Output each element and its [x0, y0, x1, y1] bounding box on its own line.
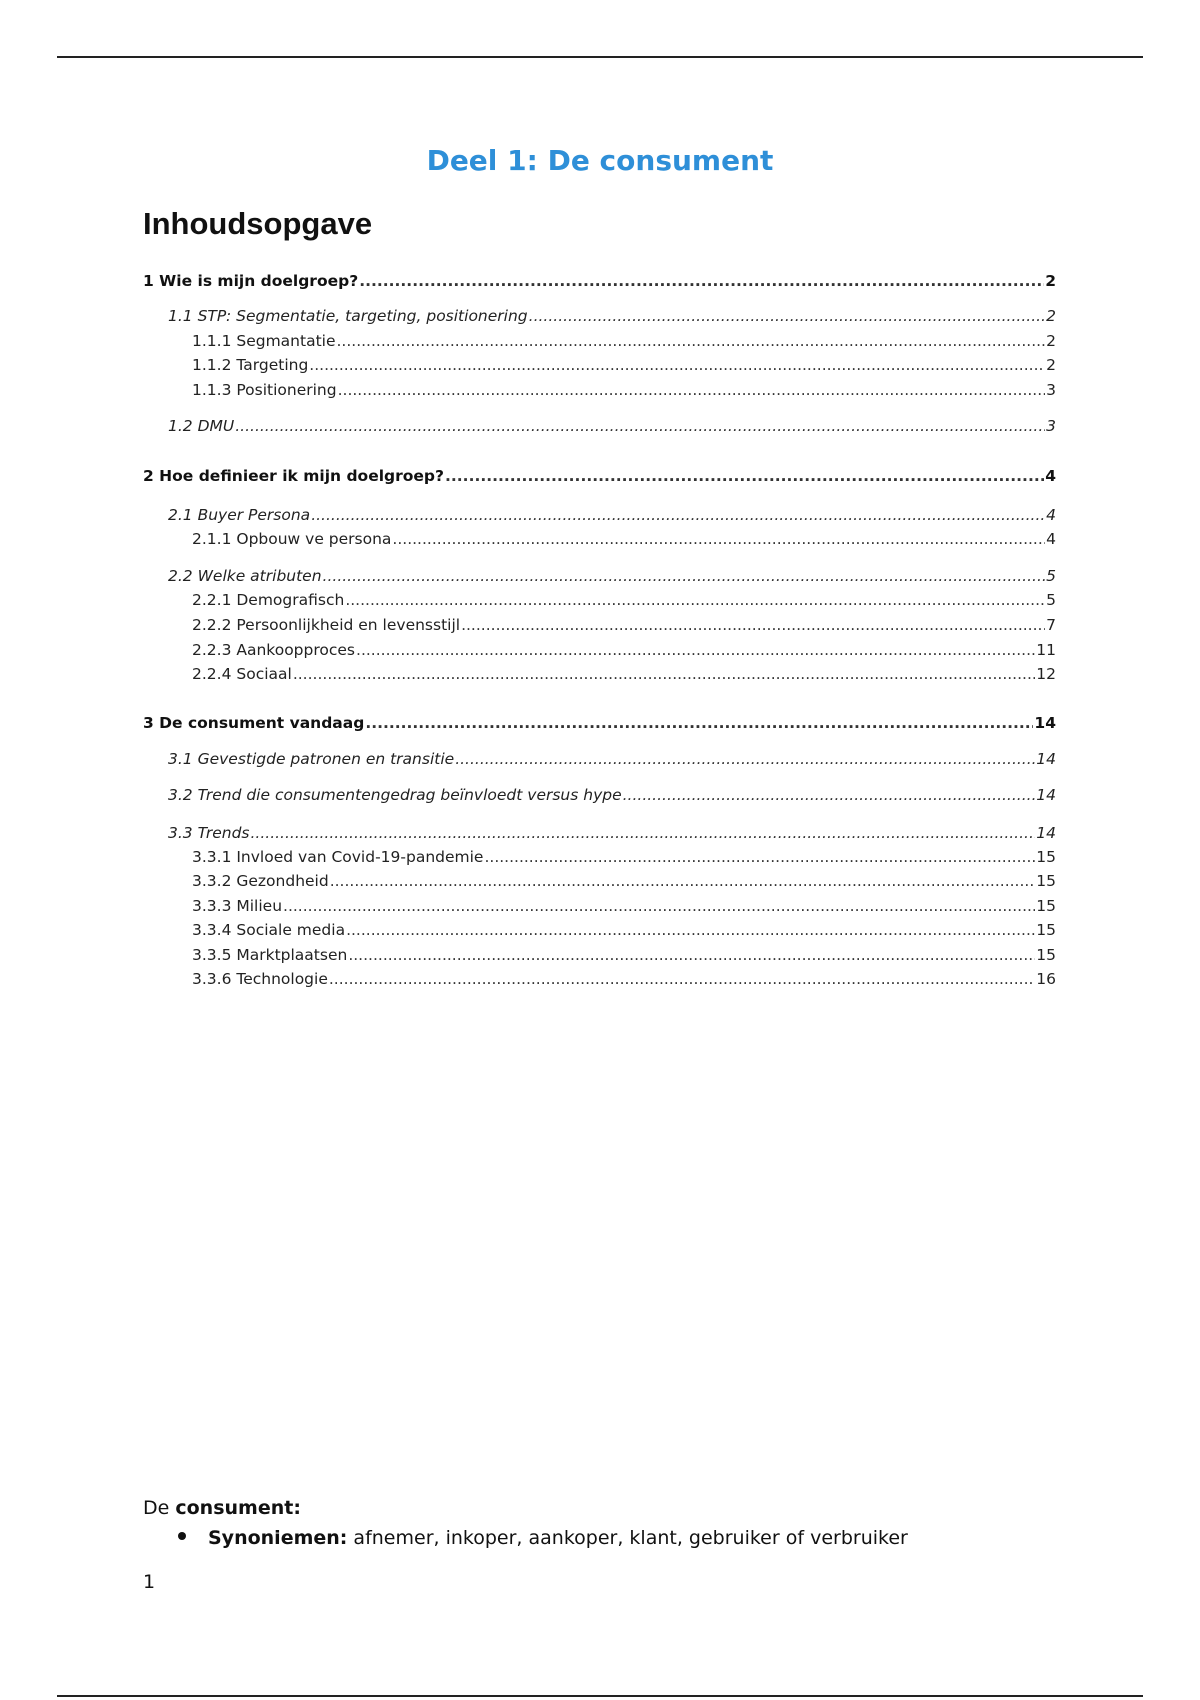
toc-entry-label: 2.2.2 Persoonlijkheid en levensstijl	[192, 616, 461, 634]
toc-entry-label: 1.1.3 Positionering	[192, 381, 337, 399]
toc-entry-page: 5	[1046, 591, 1056, 609]
toc-entry[interactable]	[143, 465, 1056, 487]
toc-entry[interactable]	[192, 663, 1056, 685]
toc-dot-leader	[529, 305, 1045, 327]
toc-entry-page: 14	[1036, 786, 1056, 804]
toc-entry-label: 2.2.3 Aankoopproces	[192, 641, 356, 659]
toc-dot-leader	[283, 895, 1035, 917]
toc-entry-label: 2 Hoe definieer ik mijn doelgroep?	[143, 467, 445, 485]
toc-dot-leader	[346, 919, 1035, 941]
consumer-bold-term: consument:	[175, 1497, 301, 1519]
toc-entry[interactable]	[168, 822, 1056, 844]
toc-dot-leader	[356, 639, 1035, 661]
toc-entry-page: 15	[1036, 872, 1056, 890]
consumer-definition-heading	[143, 1497, 301, 1519]
toc-entry-page: 15	[1036, 946, 1056, 964]
toc-entry-page: 3	[1046, 417, 1056, 435]
toc-entry-label: 2.2 Welke atributen	[168, 567, 322, 585]
toc-entry-label: 1.1 STP: Segmentatie, targeting, positionering	[168, 307, 528, 325]
toc-entry-label: 3.3.4 Sociale media	[192, 921, 346, 939]
toc-entry[interactable]	[192, 870, 1056, 892]
toc-entry[interactable]	[192, 968, 1056, 990]
toc-entry-label: 1.1.1 Segmantatie	[192, 332, 336, 350]
toc-entry[interactable]	[168, 748, 1056, 770]
toc-entry[interactable]	[168, 305, 1056, 327]
toc-entry[interactable]	[168, 504, 1056, 526]
toc-entry-label: 3.3.5 Marktplaatsen	[192, 946, 348, 964]
toc-entry-page: 5	[1046, 567, 1056, 585]
toc-entry-page: 15	[1036, 921, 1056, 939]
toc-entry[interactable]	[168, 784, 1056, 806]
toc-entry-page: 2	[1046, 356, 1056, 374]
toc-entry-page: 7	[1046, 616, 1056, 634]
toc-entry-page: 15	[1036, 897, 1056, 915]
toc-dot-leader	[293, 663, 1035, 685]
toc-entry[interactable]	[192, 379, 1056, 401]
toc-entry[interactable]	[143, 712, 1056, 734]
toc-entry-label: 3 De consument vandaag	[143, 714, 365, 732]
toc-entry[interactable]	[192, 944, 1056, 966]
toc-entry-label: 3.3.2 Gezondheid	[192, 872, 329, 890]
toc-entry-page: 16	[1036, 970, 1056, 988]
toc-entry-label: 2.2.1 Demografisch	[192, 591, 345, 609]
toc-entry-label: 3.3.3 Milieu	[192, 897, 283, 915]
toc-dot-leader	[337, 330, 1046, 352]
toc-dot-leader	[345, 589, 1045, 611]
toc-entry-page: 4	[1046, 530, 1056, 548]
toc-entry-page: 2	[1045, 272, 1056, 290]
toc-entry-label: 2.2.4 Sociaal	[192, 665, 292, 683]
toc-entry-label: 3.1 Gevestigde patronen en transitie	[168, 750, 455, 768]
toc-dot-leader	[461, 614, 1045, 636]
toc-dot-leader	[311, 504, 1045, 526]
toc-entry-page: 12	[1036, 665, 1056, 683]
toc-dot-leader	[251, 822, 1036, 844]
toc-entry[interactable]	[192, 846, 1056, 868]
toc-entry-page: 2	[1046, 332, 1056, 350]
toc-entry-page: 14	[1036, 824, 1056, 842]
toc-dot-leader	[455, 748, 1035, 770]
toc-entry-label: 2.1.1 Opbouw ve persona	[192, 530, 392, 548]
footer-rule	[57, 1695, 1143, 1697]
toc-dot-leader	[392, 528, 1045, 550]
toc-entry[interactable]	[192, 919, 1056, 941]
toc-entry[interactable]	[192, 614, 1056, 636]
toc-dot-leader	[235, 415, 1045, 437]
toc-entry[interactable]	[192, 639, 1056, 661]
toc-entry-page: 2	[1046, 307, 1056, 325]
toc-dot-leader	[348, 944, 1035, 966]
bullet-icon	[178, 1532, 186, 1540]
toc-entry[interactable]	[168, 415, 1056, 437]
toc-entry[interactable]	[192, 895, 1056, 917]
toc-entry[interactable]	[192, 528, 1056, 550]
toc-entry-label: 1.1.2 Targeting	[192, 356, 309, 374]
toc-dot-leader	[329, 968, 1035, 990]
synonyms-list-item	[178, 1527, 908, 1549]
toc-dot-leader	[338, 379, 1046, 401]
toc-entry-page: 15	[1036, 848, 1056, 866]
toc-entry-page: 11	[1036, 641, 1056, 659]
toc-dot-leader	[323, 565, 1046, 587]
toc-entry[interactable]	[168, 565, 1056, 587]
toc-entry[interactable]	[192, 330, 1056, 352]
toc-entry-label: 2.1 Buyer Persona	[168, 506, 311, 524]
document-title: Deel 1: De consument	[426, 144, 774, 177]
synonyms-label: Synoniemen:	[208, 1527, 348, 1549]
toc-entry-label: 1 Wie is mijn doelgroep?	[143, 272, 359, 290]
synonyms-text: afnemer, inkoper, aankoper, klant, gebruiker of verbruiker	[347, 1527, 908, 1549]
toc-heading: Inhoudsopgave	[143, 206, 373, 241]
toc-entry-page: 4	[1046, 506, 1056, 524]
toc-dot-leader	[445, 465, 1044, 487]
toc-entry-page: 14	[1034, 714, 1056, 732]
toc-entry[interactable]	[192, 589, 1056, 611]
consumer-prefix: De	[143, 1497, 176, 1519]
toc-entry-label: 3.3 Trends	[168, 824, 250, 842]
toc-entry-label: 1.2 DMU	[168, 417, 235, 435]
page-number: 1	[143, 1571, 156, 1593]
toc-dot-leader	[359, 270, 1044, 292]
toc-entry[interactable]	[143, 270, 1056, 292]
toc-entry-page: 4	[1045, 467, 1056, 485]
toc-dot-leader	[484, 846, 1035, 868]
toc-dot-leader	[309, 354, 1045, 376]
toc-dot-leader	[330, 870, 1036, 892]
toc-entry-label: 3.2 Trend die consumentengedrag beïnvloedt versus hype	[168, 786, 622, 804]
toc-entry-page: 14	[1036, 750, 1056, 768]
toc-dot-leader	[365, 712, 1033, 734]
toc-entry-label: 3.3.6 Technologie	[192, 970, 328, 988]
toc-entry-page: 3	[1046, 381, 1056, 399]
toc-dot-leader	[623, 784, 1036, 806]
toc-entry-label: 3.3.1 Invloed van Covid-19-pandemie	[192, 848, 484, 866]
toc-entry[interactable]	[192, 354, 1056, 376]
